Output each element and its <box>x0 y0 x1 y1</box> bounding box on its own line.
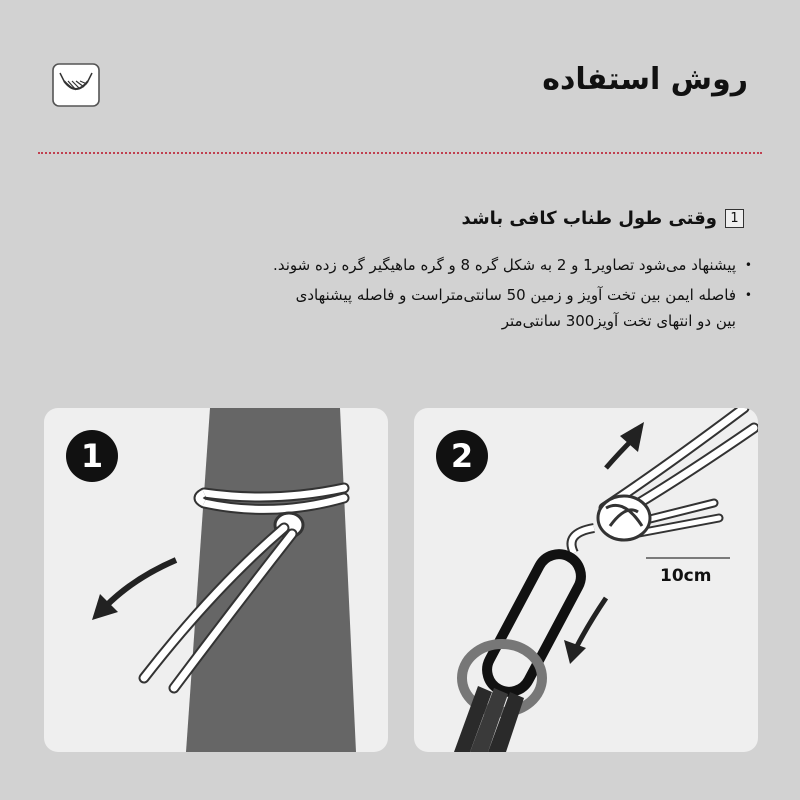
hammock-icon <box>52 63 100 107</box>
illustration-panel-2 <box>414 408 758 752</box>
step-heading-text: وقتی طول طناب کافی باشد <box>461 208 717 229</box>
list-item: • پیشنهاد می‌شود تصاویر1 و 2 به شکل گره 8 و گره ماهیگیر گره زده شوند. <box>272 252 752 278</box>
step-number: 1 <box>725 209 744 228</box>
step-heading <box>462 208 744 229</box>
step-badge-1: 1 <box>66 430 118 482</box>
step-badge-2: 2 <box>436 430 488 482</box>
section-divider <box>38 152 762 154</box>
list-item: • فاصله ایمن بین تخت آویز و زمین 50 سانتی‌متراست و فاصله پیشنهادی بین دو انتهای تخت آویز300 سانتی‌متر <box>272 282 752 334</box>
illustration-panel-1 <box>44 408 388 752</box>
measure-label: 10cm <box>660 566 712 586</box>
instruction-list <box>272 252 752 338</box>
page-title: روش استفاده <box>542 62 748 97</box>
